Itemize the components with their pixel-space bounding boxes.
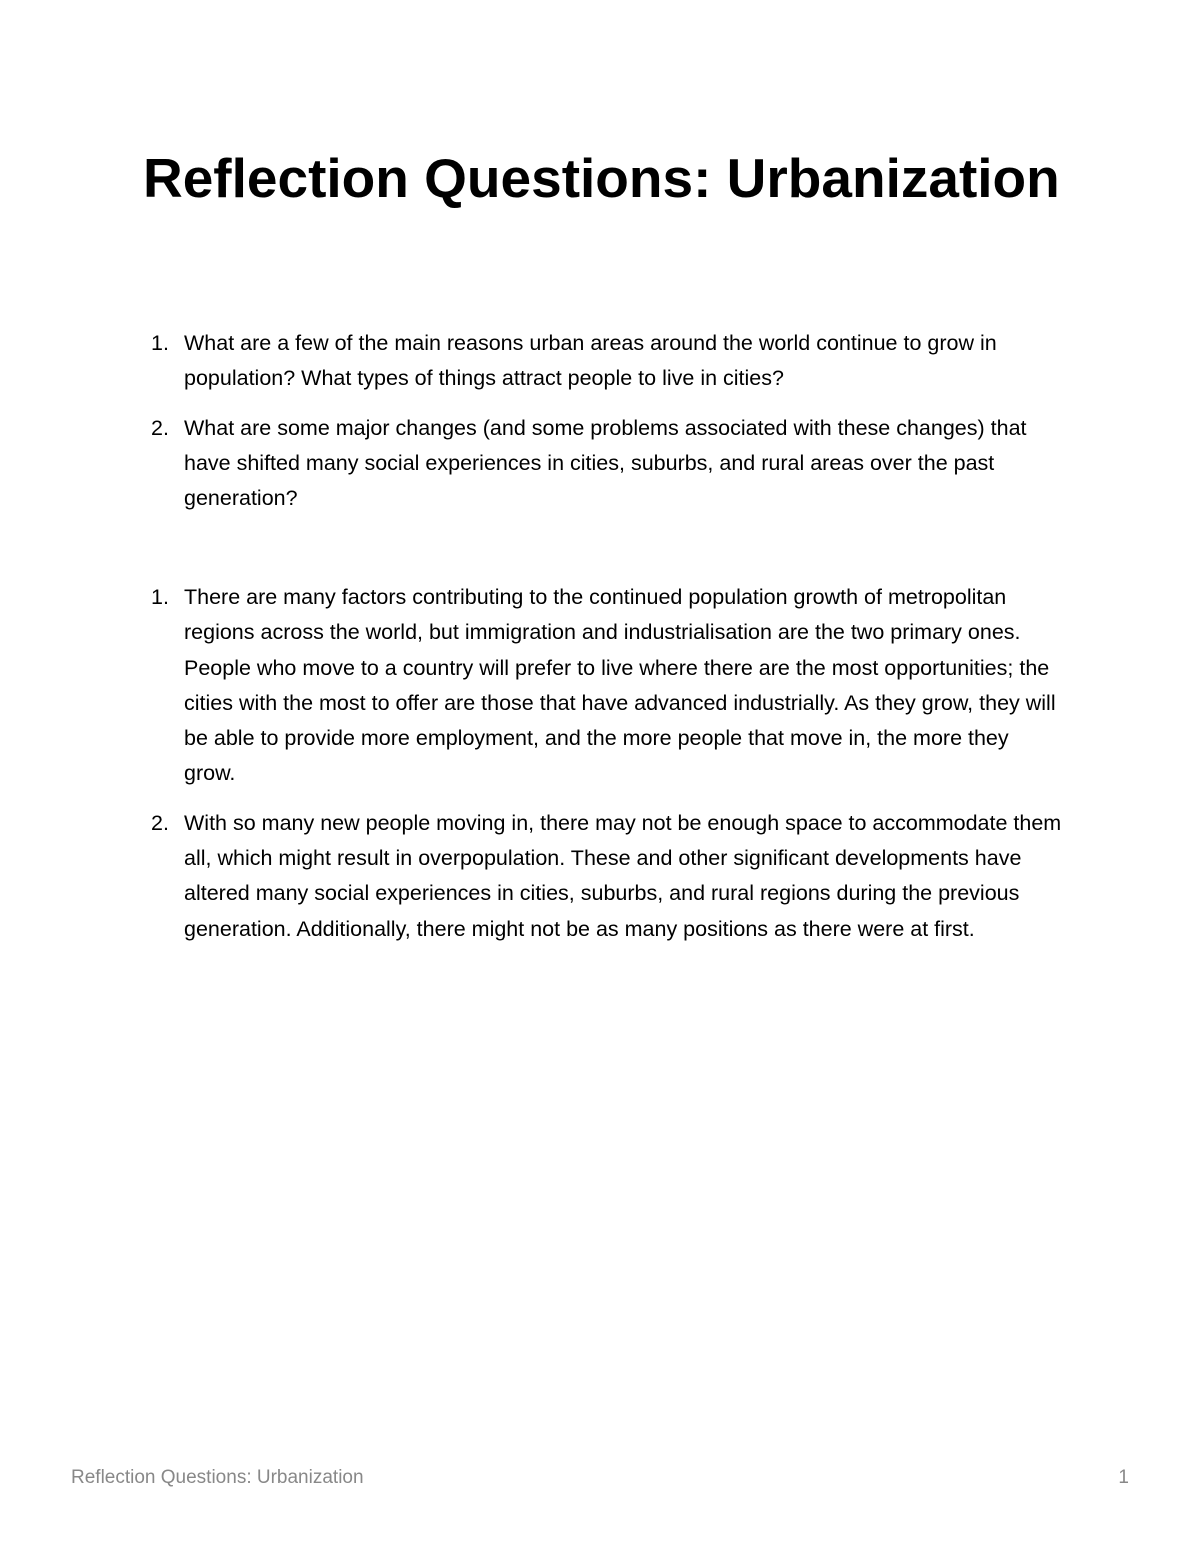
question-text: What are a few of the main reasons urban areas around the world continue to grow in population? What types of things attract people to live in cities? [184,331,997,391]
question-text: What are some major changes (and some problems associated with these changes) that have shifted many social experiences in cities, suburbs, and rural areas over the past generation? [184,415,1027,511]
answer-number: 2. [151,810,169,835]
answer-number: 1. [151,585,169,609]
question-number: 2. [151,415,169,440]
questions-list [143,326,1063,530]
answers-list [143,580,1063,961]
footer-page-number: 1 [1118,1467,1129,1488]
question-item [143,411,1063,517]
footer-title: Reflection Questions: Urbanization [71,1467,364,1488]
question-item [143,326,1063,397]
answer-item [143,580,1063,792]
answer-text: With so many new people moving in, there may not be enough space to accommodate them all, which might result in overpopulation. These and other significant developments have altered many social experiences in cities, suburbs, and rural regions during the previous generation. Additionally, there might not be as many positions as there were at first. [184,810,1062,941]
page-title: Reflection Questions: Urbanization [143,147,1060,209]
question-number: 1. [151,331,169,355]
answer-text: There are many factors contributing to the continued population growth of metropolitan regions across the world, but immigration and industrialisation are the two primary ones. People who move to a country will prefer to live where there are the most opportunities; the cities with the most to offer are those that have advanced industrially. As they grow, they will be able to provide more employment, and the more people that move in, the more they grow. [184,585,1056,786]
answer-item [143,806,1063,947]
